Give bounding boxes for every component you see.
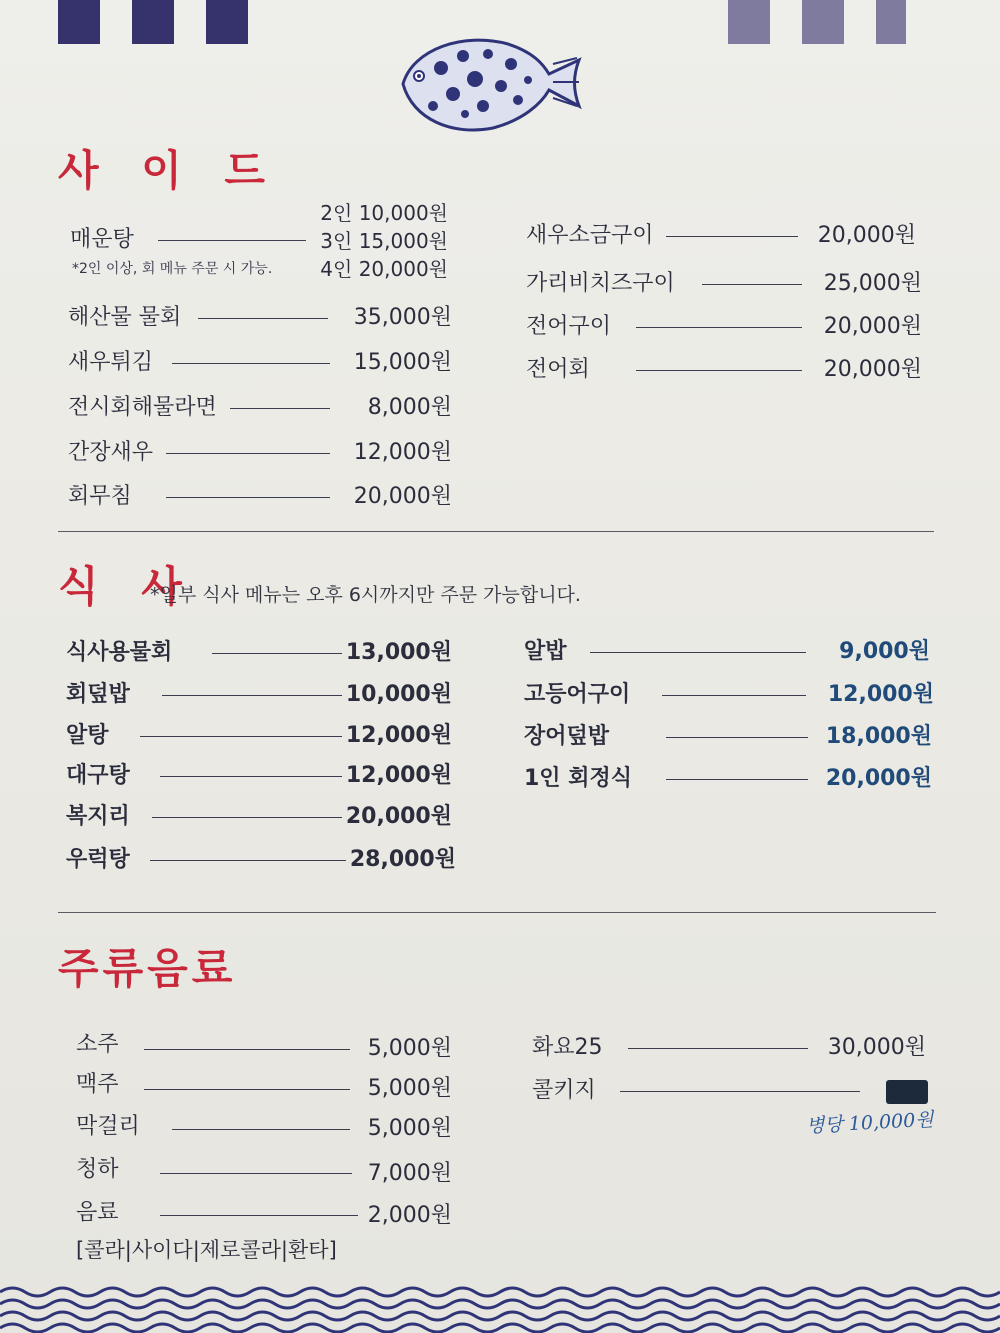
- redacted-price-sticker: [886, 1080, 928, 1104]
- leader-line: [160, 776, 342, 777]
- corkage-handwritten-price: 병당 10,000원: [805, 1108, 935, 1138]
- item-price: 28,000원: [349, 847, 456, 872]
- item-price: 5,000원: [367, 1036, 452, 1061]
- item-name: 장어덮밥: [524, 724, 610, 749]
- item-price: 15,000원: [353, 350, 452, 375]
- leader-line: [666, 737, 808, 738]
- item-price: 12,000원: [827, 682, 934, 707]
- leader-line: [150, 860, 346, 861]
- menu-item-corkage: [532, 1076, 926, 1106]
- leader-line: [212, 653, 342, 654]
- item-price: 20,000원: [823, 314, 922, 339]
- menu-item: [68, 438, 452, 468]
- item-price: 5,000원: [367, 1116, 452, 1141]
- menu-item: [66, 638, 452, 668]
- leader-line: [702, 284, 802, 285]
- maeuntang-tier: 3인 15,000원: [320, 229, 448, 253]
- item-name: 1인 회정식: [524, 766, 632, 791]
- leader-line: [590, 652, 806, 653]
- item-name: 전시회해물라면: [68, 395, 217, 420]
- beverage-options-note: [콜라|사이다|제로콜라|환타]: [76, 1238, 337, 1262]
- section-title-side: 사 이 드: [58, 146, 279, 195]
- top-stripe: [876, 0, 906, 44]
- item-name: 새우소금구이: [526, 223, 654, 248]
- menu-item: [68, 482, 452, 512]
- leader-line: [628, 1048, 808, 1049]
- item-name: 전어구이: [526, 314, 612, 339]
- menu-item: [524, 722, 932, 752]
- item-name: 우럭탕: [66, 847, 130, 872]
- item-name: 소주: [76, 1032, 119, 1057]
- section-title-meal: 식 사: [58, 562, 196, 611]
- top-stripe: [58, 0, 100, 44]
- menu-item: [524, 680, 934, 710]
- menu-item: [76, 1198, 452, 1228]
- item-name: 막걸리: [76, 1114, 140, 1139]
- item-price: 12,000원: [345, 723, 452, 748]
- item-price: 12,000원: [345, 763, 452, 788]
- item-name: 맥주: [76, 1072, 119, 1097]
- menu-item: [66, 845, 456, 875]
- item-price: 9,000원: [839, 639, 930, 664]
- leader-line: [166, 497, 330, 498]
- item-price: 20,000원: [825, 766, 932, 791]
- menu-item: [526, 312, 922, 342]
- leader-line: [666, 779, 808, 780]
- flounder-illustration-icon: [393, 24, 583, 136]
- top-stripe: [728, 0, 770, 44]
- menu-item: [524, 764, 932, 794]
- item-price: 8,000원: [367, 395, 452, 420]
- item-price: 20,000원: [345, 804, 452, 829]
- item-name: 간장새우: [68, 440, 154, 465]
- item-name: 대구탕: [66, 763, 130, 788]
- item-price: 13,000원: [345, 640, 452, 665]
- item-price: 18,000원: [825, 724, 932, 749]
- menu-item-maeuntang: [70, 225, 306, 255]
- section-title-drinks: 주류음료: [58, 944, 237, 993]
- item-name: 가리비치즈구이: [526, 271, 675, 296]
- leader-line: [140, 736, 342, 737]
- item-price: 12,000원: [353, 440, 452, 465]
- item-name: 알밥: [524, 639, 567, 664]
- leader-line: [166, 453, 330, 454]
- menu-item: [76, 1070, 452, 1100]
- maeuntang-note: *2인 이상, 회 메뉴 주문 시 가능.: [72, 261, 273, 277]
- menu-item: [66, 721, 452, 751]
- menu-item: [76, 1112, 452, 1142]
- item-name: 회덮밥: [66, 682, 130, 707]
- menu-item: [526, 269, 922, 299]
- maeuntang-tier: 4인 20,000원: [320, 257, 448, 281]
- item-name: 식사용물회: [66, 640, 173, 665]
- leader-line: [172, 363, 330, 364]
- item-name: 매운탕: [70, 227, 134, 252]
- menu-item: [66, 761, 452, 791]
- item-price: 30,000원: [827, 1035, 926, 1060]
- wave-pattern: [0, 1284, 1000, 1333]
- top-stripe: [206, 0, 248, 44]
- item-price: 20,000원: [817, 223, 916, 248]
- item-name: 고등어구이: [524, 682, 631, 707]
- menu-item: [76, 1155, 452, 1185]
- item-price: 5,000원: [367, 1076, 452, 1101]
- menu-item: [66, 802, 452, 832]
- leader-line: [620, 1091, 860, 1092]
- item-price: 20,000원: [353, 484, 452, 509]
- leader-line: [158, 240, 306, 241]
- menu-item: [526, 355, 922, 385]
- leader-line: [160, 1215, 358, 1216]
- menu-item: [524, 637, 930, 667]
- menu-item: [66, 680, 452, 710]
- item-name: 화요25: [532, 1035, 603, 1060]
- section-divider: [58, 531, 934, 532]
- leader-line: [198, 318, 328, 319]
- leader-line: [160, 1173, 352, 1174]
- item-name: 회무침: [68, 484, 132, 509]
- menu-item: [532, 1033, 926, 1063]
- leader-line: [636, 327, 802, 328]
- item-name: 알탕: [66, 723, 109, 748]
- leader-line: [662, 695, 806, 696]
- menu-item: [68, 303, 452, 333]
- item-name: 청하: [76, 1157, 119, 1182]
- leader-line: [230, 408, 330, 409]
- section-divider: [58, 912, 936, 913]
- item-name: 복지리: [66, 804, 130, 829]
- item-name: 콜키지: [532, 1078, 596, 1103]
- leader-line: [162, 695, 342, 696]
- maeuntang-tier: 2인 10,000원: [320, 201, 448, 225]
- item-price: 7,000원: [367, 1161, 452, 1186]
- item-price: 35,000원: [353, 305, 452, 330]
- item-name: 해산물 물회: [68, 305, 182, 330]
- item-name: 전어회: [526, 357, 590, 382]
- item-price: 25,000원: [823, 271, 922, 296]
- item-name: 음료: [76, 1200, 119, 1225]
- leader-line: [144, 1089, 350, 1090]
- item-name: 새우튀김: [68, 350, 154, 375]
- menu-item: [68, 393, 452, 423]
- top-stripe: [132, 0, 174, 44]
- leader-line: [144, 1049, 350, 1050]
- menu-item: [526, 221, 916, 251]
- menu-item: [76, 1030, 452, 1060]
- leader-line: [152, 817, 342, 818]
- item-price: 2,000원: [367, 1203, 452, 1228]
- item-price: 10,000원: [345, 682, 452, 707]
- leader-line: [172, 1129, 350, 1130]
- leader-line: [666, 236, 798, 237]
- item-price: 20,000원: [823, 357, 922, 382]
- top-stripe: [802, 0, 844, 44]
- menu-item: [68, 348, 452, 378]
- meal-note: *일부 식사 메뉴는 오후 6시까지만 주문 가능합니다.: [150, 584, 581, 606]
- leader-line: [636, 370, 802, 371]
